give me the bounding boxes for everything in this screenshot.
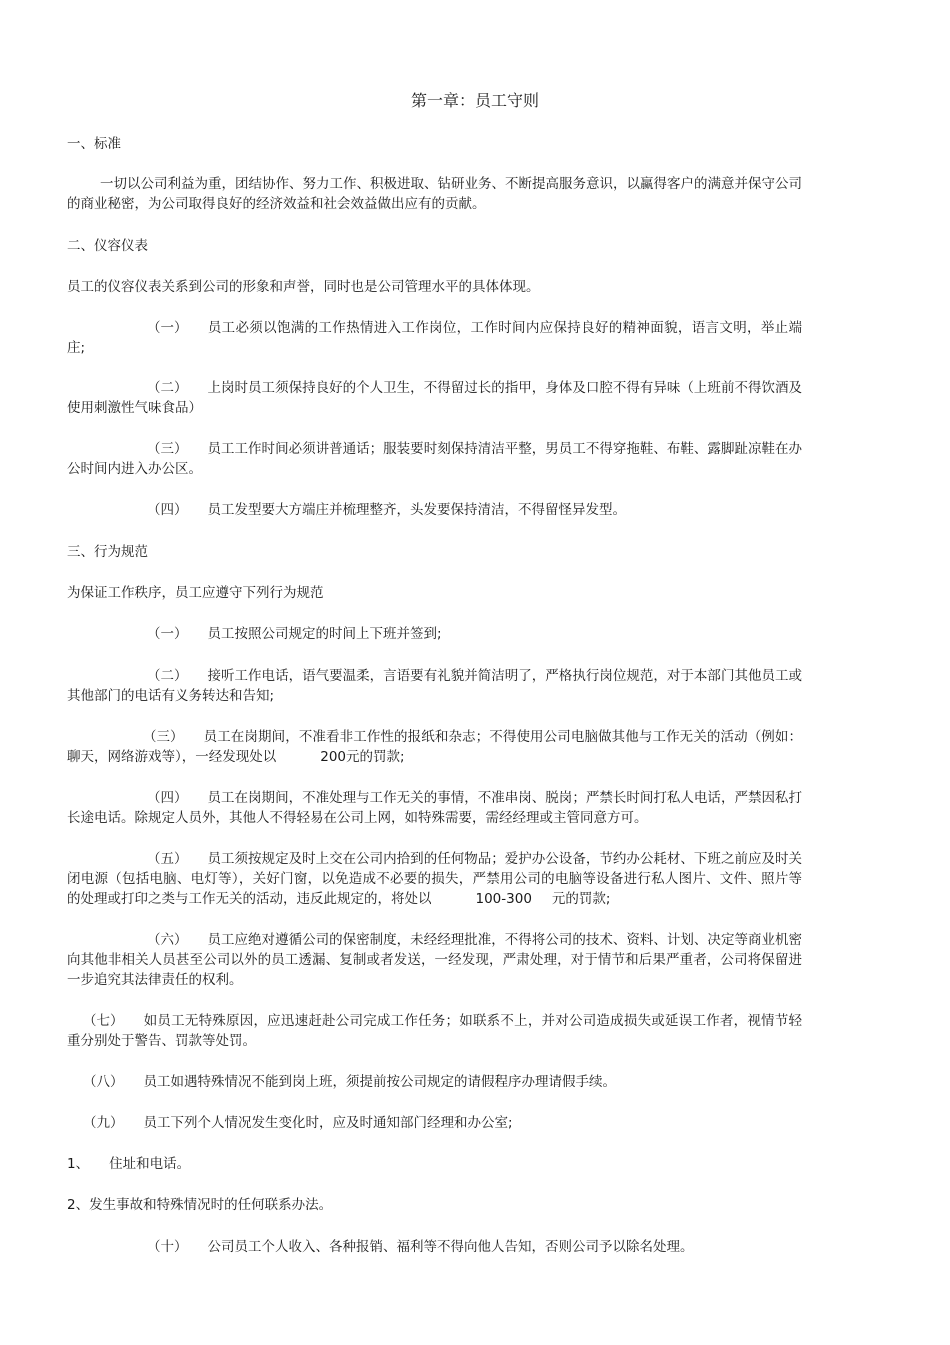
sub-item-2 — [67, 1195, 802, 1215]
appearance-item-2 — [67, 378, 802, 418]
conduct-item-10 — [67, 1237, 802, 1257]
item-text: 员工下列个人情况发生变化时，应及时通知部门经理和办公室; — [143, 1115, 513, 1131]
item-number: （五） — [147, 851, 188, 867]
conduct-item-1 — [67, 624, 802, 644]
conduct-item-8 — [67, 1072, 802, 1092]
section-heading-standards: 一、标准 — [67, 136, 121, 152]
item-number: （三） — [143, 729, 184, 745]
item-text: 公司员工个人收入、各种报销、福利等不得向他人告知，否则公司予以除名处理。 — [207, 1239, 694, 1255]
conduct-item-9 — [67, 1113, 802, 1133]
appearance-item-4 — [67, 500, 802, 520]
item-number: （七） — [83, 1013, 124, 1029]
item-text: 如员工无特殊原因，应迅速赶赴公司完成工作任务；如联系不上，并对公司造成损失或延误工作者，视情节轻重分别处于警告、罚款等处罚。 — [67, 1013, 802, 1049]
item-number: （一） — [147, 626, 188, 642]
conduct-item-4 — [67, 788, 802, 828]
item-number: （四） — [147, 790, 188, 806]
sub-item-1 — [67, 1154, 802, 1174]
conduct-item-6 — [67, 930, 802, 990]
item-number: （二） — [147, 380, 188, 396]
appearance-item-3 — [67, 439, 802, 479]
item-number: （四） — [147, 502, 188, 518]
fine-amount: 200 — [320, 749, 347, 765]
sub-item-number: 1、 — [67, 1156, 90, 1172]
conduct-intro: 为保证工作秩序，员工应遵守下列行为规范 — [67, 585, 324, 601]
item-number: （八） — [83, 1074, 124, 1090]
chapter-title: 第一章：员工守则 — [410, 91, 539, 110]
item-text: 员工如遇特殊情况不能到岗上班，须提前按公司规定的请假程序办理请假手续。 — [143, 1074, 616, 1090]
item-text: 员工须按规定及时上交在公司内拾到的任何物品；爱护办公设备，节约办公耗材、下班之前应及时关闭电源（包括电脑、电灯等），关好门窗，以免造成不必要的损失，严禁用公司的电脑等设备进行私人图片、文件、照片等的处理或打印之类与工作无关的活动，违反此规定的，将处以 — [67, 851, 802, 907]
item-text: 接听工作电话，语气要温柔，言语要有礼貌并简洁明了，严格执行岗位规范，对于本部门其他员工或其他部门的电话有义务转达和告知; — [67, 668, 802, 704]
item-text: 员工应绝对遵循公司的保密制度，未经经理批准，不得将公司的技术、资料、计划、决定等商业机密向其他非相关人员甚至公司以外的员工透漏、复制或者发送，一经发现，严肃处理，对于情节和后果严重者，公司将保留进一步追究其法律责任的权利。 — [67, 932, 802, 988]
conduct-item-7 — [67, 1011, 802, 1051]
item-number: （六） — [147, 932, 188, 948]
conduct-item-2 — [67, 666, 802, 706]
item-text: 员工在岗期间，不准处理与工作无关的事情，不准串岗、脱岗；严禁长时间打私人电话，严禁因私打长途电话。除规定人员外，其他人不得轻易在公司上网，如特殊需要，需经经理或主管同意方可。 — [67, 790, 802, 826]
appearance-intro: 员工的仪容仪表关系到公司的形象和声誉，同时也是公司管理水平的具体体现。 — [67, 279, 540, 295]
section-heading-appearance: 二、仪容仪表 — [67, 238, 148, 254]
sub-item-text: 住址和电话。 — [109, 1156, 191, 1172]
item-text: 员工必须以饱满的工作热情进入工作岗位，工作时间内应保持良好的精神面貌，语言文明，举止端庄; — [67, 320, 802, 356]
item-text: 员工在岗期间，不准看非工作性的报纸和杂志；不得使用公司电脑做其他与工作无关的活动（例如：聊天，网络游戏等），一经发现处以 — [67, 729, 802, 765]
item-number: （一） — [147, 320, 188, 336]
item-text-end: 元的罚款; — [346, 749, 405, 765]
sub-item-text: 发生事故和特殊情况时的任何联系办法。 — [89, 1197, 333, 1213]
item-number: （三） — [147, 441, 188, 457]
item-text: 员工工作时间必须讲普通话；服装要时刻保持清洁平整，男员工不得穿拖鞋、布鞋、露脚趾凉鞋在办公时间内进入办公区。 — [67, 441, 802, 477]
item-text-end: 元的罚款; — [551, 891, 611, 907]
appearance-item-1 — [67, 318, 802, 358]
item-number: （二） — [147, 668, 188, 684]
conduct-item-3 — [67, 727, 802, 767]
item-text: 员工发型要大方端庄并梳理整齐，头发要保持清洁，不得留怪异发型。 — [207, 502, 626, 518]
fine-amount: 100-300 — [475, 891, 532, 907]
item-text: 上岗时员工须保持良好的个人卫生，不得留过长的指甲，身体及口腔不得有异味（上班前不得饮酒及使用刺激性气味食品） — [67, 380, 802, 416]
standards-paragraph: 一切以公司利益为重，团结协作、努力工作、积极进取、钻研业务、不断提高服务意识，以赢得客户的满意并保守公司的商业秘密，为公司取得良好的经济效益和社会效益做出应有的贡献。 — [67, 176, 802, 212]
section-heading-conduct: 三、行为规范 — [67, 544, 148, 560]
item-text: 员工按照公司规定的时间上下班并签到; — [207, 626, 442, 642]
conduct-item-5 — [67, 849, 802, 909]
item-number: （九） — [83, 1115, 124, 1131]
item-number: （十） — [147, 1239, 188, 1255]
sub-item-number: 2、 — [67, 1197, 90, 1213]
